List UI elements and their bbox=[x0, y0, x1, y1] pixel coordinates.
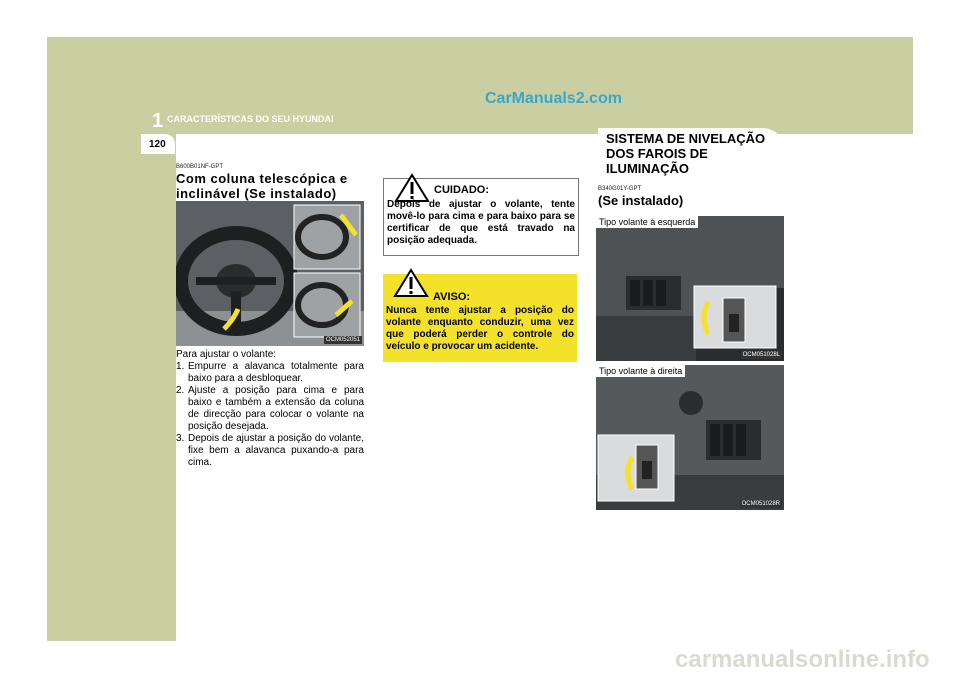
section-code: B340G01Y-GPT bbox=[598, 186, 642, 192]
list-item bbox=[176, 361, 364, 385]
section-title: SISTEMA DE NIVELAÇÃO DOS FAROIS DE ILUMINAÇÃO bbox=[606, 131, 766, 176]
photo-code: OCM051028L bbox=[742, 352, 780, 358]
watermark-top-link[interactable]: CarManuals2.com bbox=[485, 90, 622, 107]
step-number: 1. bbox=[176, 361, 185, 372]
headlamp-leveling-photo-left bbox=[596, 216, 784, 361]
steps-intro: Para ajustar o volante: bbox=[176, 349, 277, 360]
caution-text: Depois de ajustar o volante, tente movê-lo para cima e para baixo para se certificar de que está travado na posição adequada. bbox=[387, 199, 575, 246]
steps-list bbox=[176, 361, 364, 469]
aviso-box bbox=[383, 274, 577, 362]
chapter-title: CARACTERÍSTICAS DO SEU HYUNDAI bbox=[167, 114, 334, 124]
chapter-number: 1 bbox=[152, 110, 164, 132]
list-item bbox=[176, 433, 364, 469]
photo-code: OCM051028R bbox=[741, 501, 780, 507]
section-heading: Com coluna telescópica e inclinável (Se instalado) bbox=[176, 171, 348, 201]
adjustment-steps bbox=[176, 349, 364, 469]
photo-label: Tipo volante à esquerda bbox=[596, 216, 698, 228]
step-text: Empurre a alavanca totalmente para baixo para a desbloquear. bbox=[188, 361, 364, 384]
page-number: 120 bbox=[149, 139, 166, 150]
caution-title: CUIDADO: bbox=[434, 184, 489, 196]
aviso-text: Nunca tente ajustar a posição do volante enquanto conduzir, uma vez que poderá perder o controle do veículo e provocar um acidente. bbox=[386, 305, 574, 352]
step-text: Depois de ajustar a posição do volante, fixe bem a alavanca puxando-a para cima. bbox=[188, 433, 364, 468]
dashboard-illustration bbox=[596, 365, 784, 510]
watermark-bottom-link[interactable]: carmanualsonline.info bbox=[675, 646, 930, 673]
caution-box bbox=[383, 178, 579, 256]
headlamp-leveling-photo-right bbox=[596, 365, 784, 510]
list-item bbox=[176, 385, 364, 433]
dashboard-illustration bbox=[596, 216, 784, 361]
photo-code: OCM052051 bbox=[325, 337, 360, 343]
photo-label: Tipo volante à direita bbox=[596, 365, 685, 377]
steering-wheel-photo bbox=[176, 201, 364, 346]
warning-triangle-icon bbox=[393, 268, 429, 298]
step-text: Ajuste a posição para cima e para baixo e também a extensão da coluna de direcção para colocar o volante na posição desejada. bbox=[188, 385, 364, 432]
aviso-title: AVISO: bbox=[433, 291, 471, 303]
step-number: 2. bbox=[176, 385, 185, 396]
section-code: B600B01NF-GPT bbox=[176, 164, 224, 170]
section-heading: (Se instalado) bbox=[598, 193, 684, 208]
steering-wheel-illustration bbox=[176, 201, 364, 346]
step-number: 3. bbox=[176, 433, 185, 444]
